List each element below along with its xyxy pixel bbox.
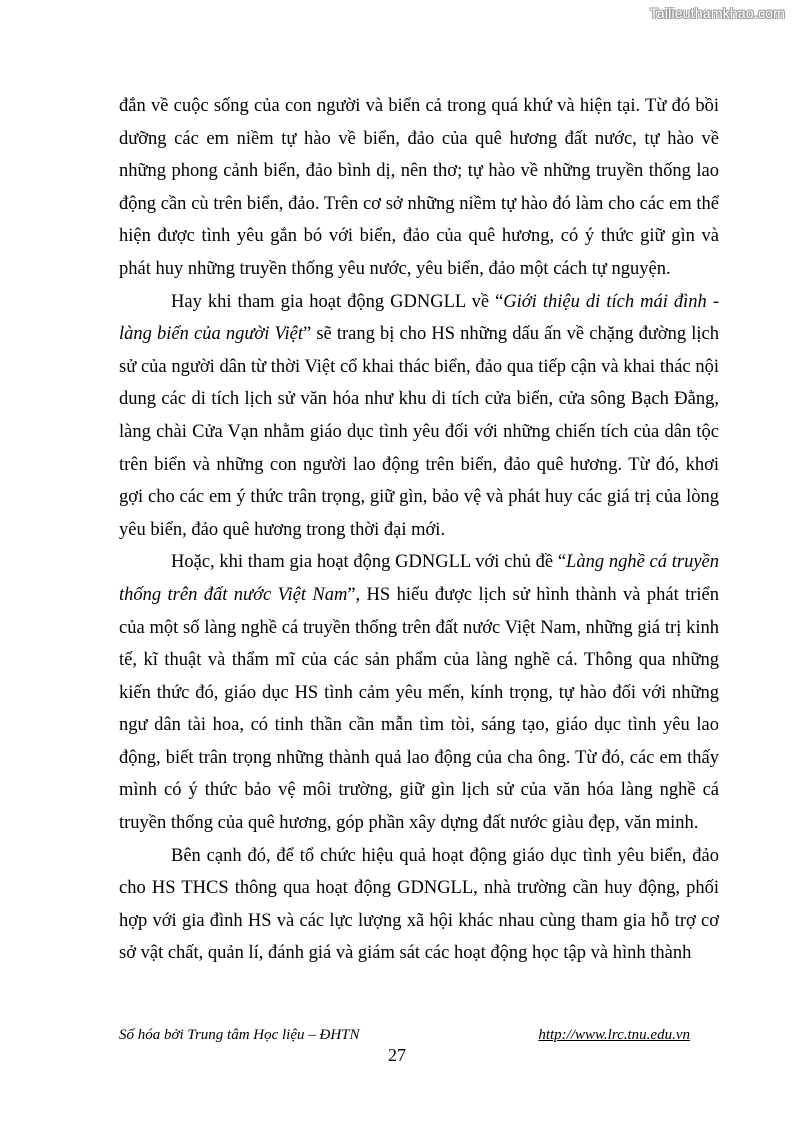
page-number: 27 [388, 1045, 406, 1065]
paragraph-2-text-start: Hay khi tham gia hoạt động GDNGLL về “ [171, 291, 504, 312]
paragraph-2 [119, 286, 719, 547]
footer-url-link[interactable]: http://www.lrc.tnu.edu.vn [538, 1027, 690, 1043]
paragraph-2-text-end: ” sẽ trang bị cho HS những dấu ấn về chặng đường lịch sử của người dân từ thời Việt cổ khai thác biển, đảo qua tiếp cận và khai thác nội dung các di tích lịch sử văn hóa như khu di tích cửa biển, cửa sông Bạch Đằng, làng chài Cửa Vạn nhằm giáo dục tình yêu đối với những chiến tích của dân tộc trên biển và những con người lao động trên biển, đảo quê hương. Từ đó, khơi gợi cho các em ý thức trân trọng, giữ gìn, bảo vệ và phát huy các giá trị của lòng yêu biển, đảo quê hương trong thời đại mới. [119, 324, 719, 540]
paragraph-3 [119, 546, 719, 839]
footer-source-credit: Số hóa bởi Trung tâm Học liệu – ĐHTN [119, 1027, 360, 1043]
paragraph-3-text-start: Hoặc, khi tham gia hoạt động GDNGLL với chủ đề “ [171, 552, 567, 573]
paragraph-4 [119, 840, 719, 970]
watermark-text: Tailieuthamkhao.com [649, 5, 785, 21]
paragraph-4-text: Bên cạnh đó, để tổ chức hiệu quả hoạt động giáo dục tình yêu biển, đảo cho HS THCS thông qua hoạt động GDNGLL, nhà trường cần huy động, phối hợp với gia đình HS và các lực lượng xã hội khác nhau cùng tham gia hỗ trợ cơ sở vật chất, quản lí, đánh giá và giám sát các hoạt động học tập và hình thành [119, 845, 719, 964]
paragraph-1-text: đắn về cuộc sống của con người và biển cả trong quá khứ và hiện tại. Từ đó bồi dưỡng các em niềm tự hào về biển, đảo của quê hương đất nước, tự hào về những phong cảnh biển, đảo bình dị, nên thơ; tự hào về những truyền thống lao động cần cù trên biển, đảo. Trên cơ sở những niềm tự hào đó làm cho các em thể hiện được tình yêu gắn bó với biển, đảo của quê hương, có ý thức giữ gìn và phát huy những truyền thống yêu nước, yêu biển, đảo một cách tự nguyện. [119, 96, 719, 279]
paragraph-2-italic-title: Giới thiệu di tích mái đình - làng biển của người Việt [119, 291, 720, 345]
paragraph-1 [119, 90, 719, 286]
paragraph-3-text-end: ”, HS hiểu được lịch sử hình thành và phát triển của một số làng nghề cá truyền thống trên đất nước Việt Nam, những giá trị kinh tế, kĩ thuật và thẩm mĩ của các sản phẩm của làng nghề cá. Thông qua những kiến thức đó, giáo dục HS tình cảm yêu mến, kính trọng, tự hào đối với những ngư dân tài hoa, có tinh thần cần mẫn tìm tòi, sáng tạo, giáo dục tình yêu lao động, biết trân trọng những thành quả lao động của cha ông. Từ đó, các em thấy mình có ý thức bảo vệ môi trường, giữ gìn lịch sử của văn hóa làng nghề cá truyền thống của quê hương, góp phần xây dựng đất nước giàu đẹp, văn minh. [119, 584, 720, 834]
document-body [119, 90, 719, 970]
paragraph-3-italic-title: Làng nghề cá truyền thống trên đất nước Việt Nam [119, 552, 719, 605]
